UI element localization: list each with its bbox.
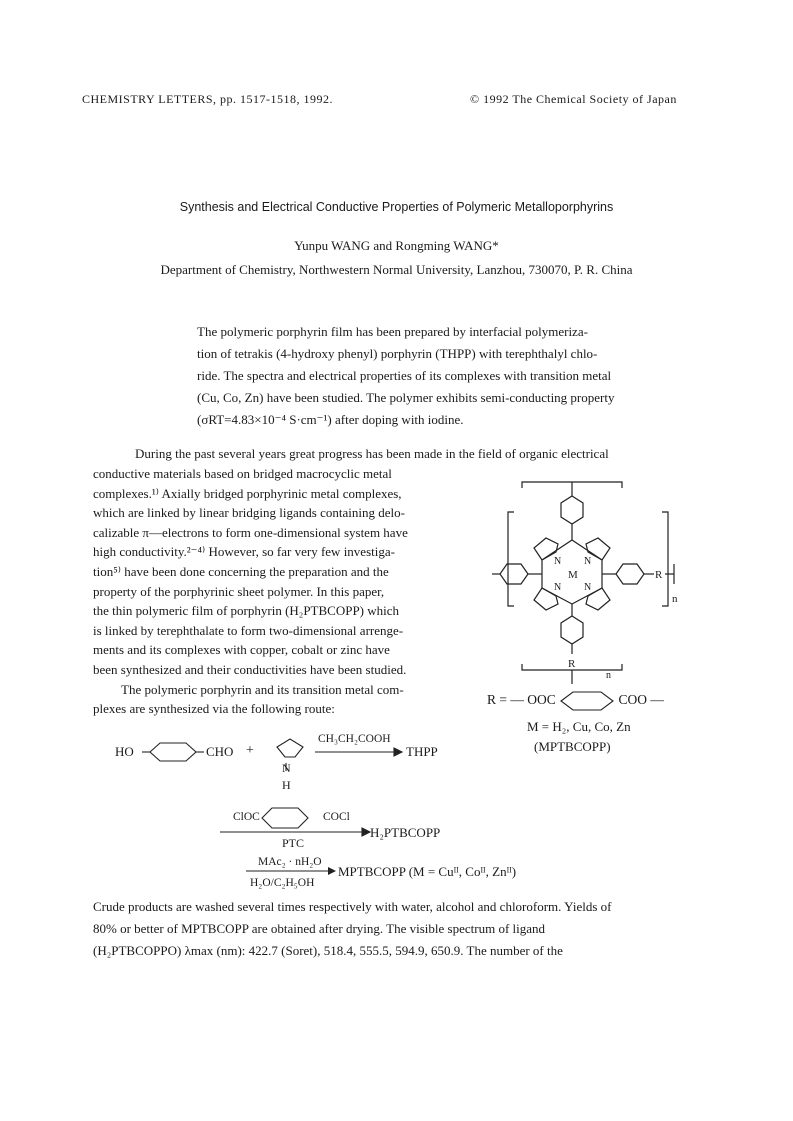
left-column-text: [93, 464, 463, 719]
ptc-catalyst: PTC: [282, 836, 305, 850]
body-line: been synthesized and their conductivities have been studied.: [93, 661, 407, 677]
nitrogen-label: N: [554, 556, 562, 567]
body-line: During the past several years great progress has been made in the field of organic electrical: [135, 446, 609, 461]
body-line: 80% or better of MPTBCOPP are obtained after drying. The visible spectrum of ligand: [93, 921, 546, 936]
step1-reagent: CH₃CH₂COOH: [318, 733, 391, 745]
r-definition-left: R = — OOC: [487, 692, 556, 708]
body-line: which are linked by linear bridging ligands containing delo-: [93, 505, 405, 521]
paper-title: Synthesis and Electrical Conductive Properties of Polymeric Metalloporphyrins: [179, 200, 614, 214]
nitrogen-label: N: [584, 582, 592, 593]
metal-center-label: M: [568, 569, 578, 581]
intro-first-line: [135, 444, 695, 464]
benzene-ring-icon: [559, 690, 615, 712]
mptbcopp-product: MPTBCOPP (M = Cuᴵᴵ, Coᴵᴵ, Znᴵᴵ): [338, 864, 517, 879]
body-line: (H₂PTBCOPPO) λmax (nm): 422.7 (Soret), 518.4, 555.5, 594.9, 650.9. The number of the: [93, 943, 563, 958]
aldehyde-group: CHO: [206, 744, 234, 759]
scheme-step1: [115, 744, 134, 760]
step3-reagent: MAc₂ · nH₂O: [258, 856, 322, 868]
h2ptbcopp-product: H₂PTBCOPP: [370, 825, 441, 840]
nitrogen-label: N: [554, 582, 562, 593]
body-line: calizable π—electrons to form one-dimensional system have: [93, 524, 408, 540]
reaction-step3-arrow: [246, 866, 338, 876]
nitrogen-label: N: [584, 556, 592, 567]
repeat-unit-n: n: [606, 670, 611, 681]
r-definition-right: COO —: [618, 692, 664, 708]
metal-list: M = H₂, Cu, Co, Zn: [527, 719, 631, 734]
r-definition: [487, 690, 664, 712]
abstract-line: (Cu, Co, Zn) have been studied. The polymer exhibits semi-conducting property: [197, 390, 615, 405]
paper-affiliation: Department of Chemistry, Northwestern Normal University, Lanzhou, 730070, P. R. China: [160, 262, 633, 277]
pyrrole-n: N: [282, 761, 291, 775]
body-line: plexes are synthesized via the following route:: [93, 701, 335, 717]
body-line: conductive materials based on bridged macrocyclic metal: [93, 466, 392, 481]
paper-authors: Yunpu WANG and Rongming WANG*: [294, 238, 499, 253]
body-line: property of the porphyrinic sheet polymer. In this paper,: [93, 583, 385, 599]
terephthaloyl-right: COCl: [323, 811, 350, 823]
step3-solvent: H₂O/C₂H₅OH: [250, 877, 315, 889]
hydroxy-group: HO: [115, 744, 134, 759]
compound-name: (MPTBCOPP): [534, 739, 611, 754]
abstract-line: The polymeric porphyrin film has been prepared by interfacial polymeriza-: [197, 324, 588, 339]
body-line: the thin polymeric film of porphyrin (H₂PTBCOPP) which: [93, 603, 400, 619]
body-line: ments and its complexes with copper, cobalt or zinc have: [93, 642, 390, 658]
body-after-scheme: [93, 896, 708, 962]
journal-citation: CHEMISTRY LETTERS, pp. 1517-1518, 1992.: [82, 92, 334, 106]
terephthaloyl-left: ClOC: [233, 811, 260, 823]
copyright-notice: © 1992 The Chemical Society of Japan: [470, 92, 677, 106]
abstract: [197, 321, 647, 431]
thpp-product: THPP: [406, 744, 438, 759]
pyrrole-h: H: [282, 778, 291, 792]
body-line: is linked by terephthalate to form two-dimensional arrenge-: [93, 622, 404, 638]
repeat-unit-n: n: [672, 593, 678, 605]
body-line: high conductivity.²⁻⁴⁾ However, so far very few investiga-: [93, 544, 395, 560]
abstract-line: ride. The spectra and electrical properties of its complexes with transition metal: [197, 368, 612, 383]
r-group-label: R: [568, 658, 576, 670]
plus-sign: +: [246, 743, 254, 758]
abstract-line: (σRT=4.83×10⁻⁴ S·cm⁻¹) after doping with iodine.: [197, 412, 464, 427]
body-line: The polymeric porphyrin and its transition metal com-: [121, 681, 404, 697]
body-line: complexes.¹⁾ Axially bridged porphyrinic metal complexes,: [93, 485, 402, 501]
abstract-line: tion of tetrakis (4-hydroxy phenyl) porphyrin (THPP) with terephthalyl chlo-: [197, 346, 598, 361]
r-group-label: R: [655, 569, 663, 581]
body-line: tion⁵⁾ have been done concerning the preparation and the: [93, 563, 389, 579]
body-line: Crude products are washed several times respectively with water, alcohol and chloroform. Yields of: [93, 899, 612, 914]
